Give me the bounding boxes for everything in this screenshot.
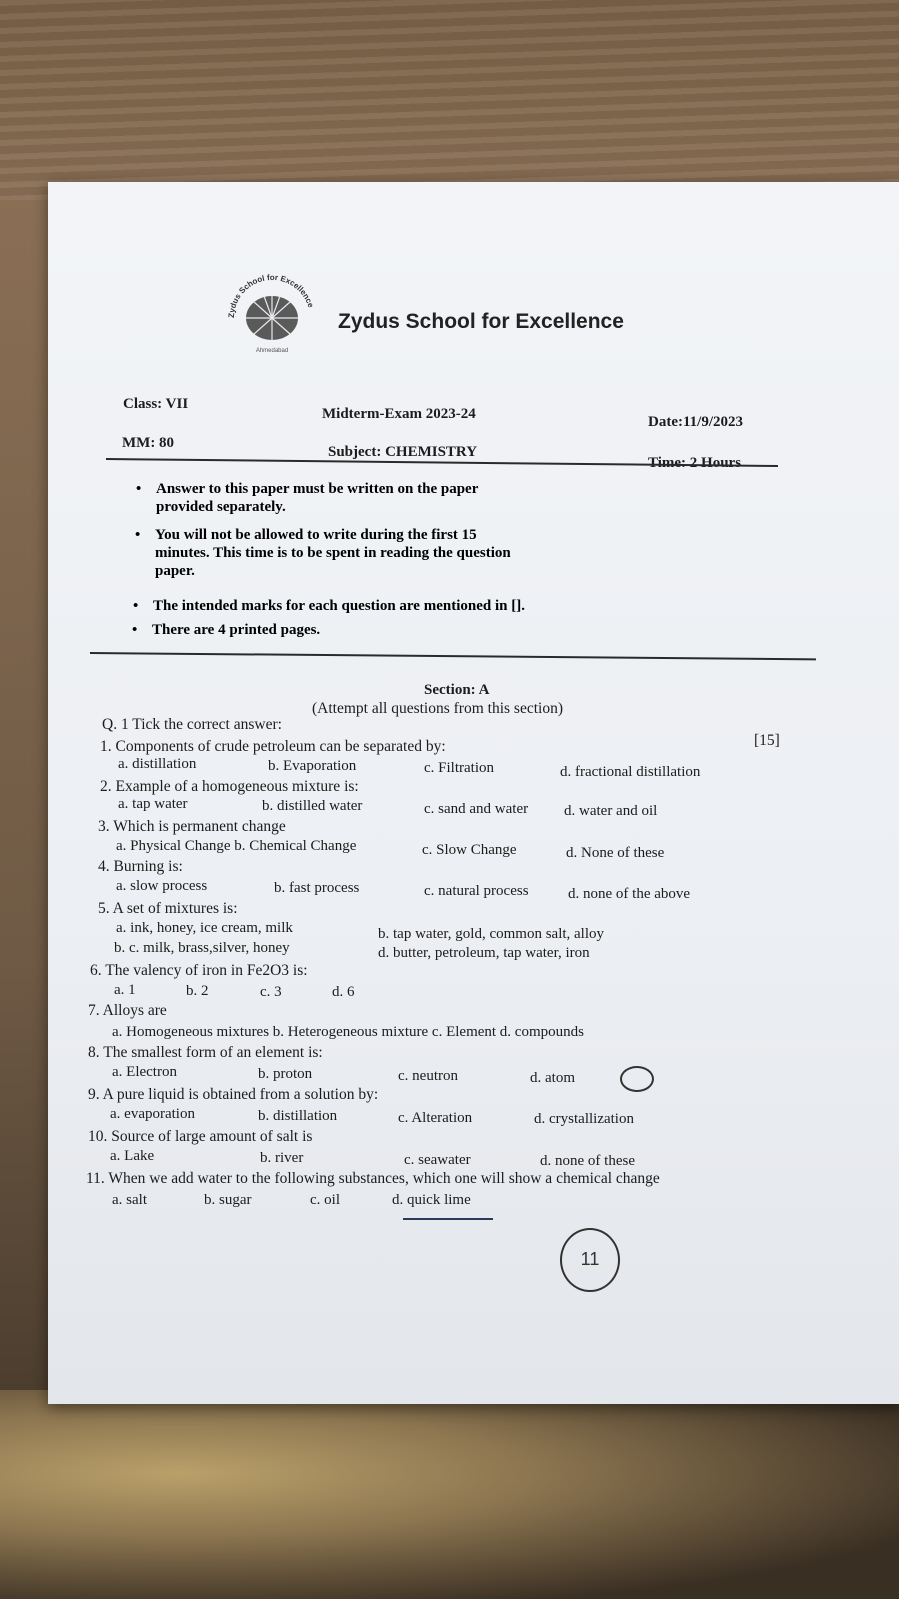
option-b[interactable]: b. fast process (274, 880, 360, 896)
question-group-label: Q. 1 Tick the correct answer: (102, 716, 282, 733)
option-c[interactable]: b. c. milk, brass,silver, honey (114, 940, 290, 956)
option-d[interactable]: d. fractional distillation (560, 764, 701, 780)
option-d[interactable]: d. quick lime (392, 1192, 471, 1208)
option-c[interactable]: c. Filtration (424, 760, 494, 776)
option-b[interactable]: b. distilled water (262, 798, 363, 814)
option-a-b[interactable]: a. Physical Change b. Chemical Change (116, 838, 357, 854)
option-c[interactable]: c. natural process (424, 883, 529, 899)
max-marks: MM: 80 (122, 435, 175, 451)
option-c[interactable]: c. neutron (398, 1068, 458, 1084)
option-c[interactable]: c. Slow Change (422, 842, 517, 858)
option-a[interactable]: a. evaporation (110, 1106, 195, 1122)
subject-label: Subject: CHEMISTRY (328, 444, 478, 460)
question-text: 11. When we add water to the following substances, which one will show a chemical change (86, 1170, 660, 1187)
option-c[interactable]: c. sand and water (424, 801, 529, 817)
option-d[interactable]: d. none of these (540, 1153, 635, 1169)
option-b[interactable]: b. distillation (258, 1108, 338, 1124)
exam-title: Midterm-Exam 2023-24 (322, 406, 476, 422)
option-d[interactable]: d. atom (530, 1070, 575, 1086)
option-a[interactable]: a. distillation (118, 756, 197, 772)
school-name: Zydus School for Excellence (338, 310, 624, 333)
option-c[interactable]: c. oil (310, 1192, 340, 1208)
option-a[interactable]: a. Lake (110, 1148, 155, 1164)
option-a[interactable]: a. 1 (114, 982, 136, 998)
option-c[interactable]: c. seawater (404, 1152, 471, 1168)
option-b[interactable]: b. Evaporation (268, 758, 357, 774)
option-b[interactable]: b. proton (258, 1066, 313, 1082)
wooden-table-background (0, 0, 899, 200)
question-text: 1. Components of crude petroleum can be separated by: (100, 738, 446, 755)
option-b[interactable]: b. 2 (186, 983, 209, 999)
option-d[interactable]: d. water and oil (564, 803, 658, 819)
question-text: 6. The valency of iron in Fe2O3 is: (90, 962, 308, 979)
option-d[interactable]: d. None of these (566, 845, 665, 861)
option-b[interactable]: b. sugar (204, 1192, 252, 1208)
option-d[interactable]: d. butter, petroleum, tap water, iron (378, 945, 590, 961)
logo-city-text: Ahmedabad (255, 348, 289, 354)
option-b[interactable]: b. tap water, gold, common salt, alloy (378, 926, 605, 942)
section-title: Section: A (424, 682, 490, 698)
option-d[interactable]: d. crystallization (534, 1111, 634, 1127)
instruction-item: • The intended marks for each question are mentioned in []. (133, 598, 525, 614)
school-logo-icon (224, 268, 320, 356)
class-label: Class: VII (123, 396, 189, 412)
option-b[interactable]: b. river (260, 1150, 304, 1166)
question-text: 4. Burning is: (98, 858, 183, 875)
exam-duration: Time: 2 Hours (648, 455, 742, 471)
handwritten-underline (403, 1218, 493, 1220)
exam-date: Date:11/9/2023 (648, 414, 743, 430)
option-c[interactable]: c. 3 (260, 984, 282, 1000)
option-a[interactable]: a. salt (112, 1192, 147, 1208)
option-a[interactable]: a. tap water (118, 796, 188, 812)
option-a[interactable]: a. ink, honey, ice cream, milk (116, 920, 293, 936)
question-text: 8. The smallest form of an element is: (88, 1044, 323, 1061)
exam-paper (48, 182, 899, 1404)
instruction-item: • Answer to this paper must be written on the paper provided separately. (136, 481, 479, 515)
fabric-background (0, 1390, 899, 1599)
instruction-item: • There are 4 printed pages. (132, 622, 321, 638)
handwritten-score: 11 (560, 1228, 620, 1292)
question-text: 7. Alloys are (88, 1002, 167, 1019)
question-text: 5. A set of mixtures is: (98, 900, 238, 917)
logo-arc-text: Zydus School for Excellence (226, 272, 316, 319)
option-d[interactable]: d. none of the above (568, 886, 691, 902)
section-subtitle: (Attempt all questions from this section) (312, 700, 563, 717)
option-c[interactable]: c. Alteration (398, 1110, 473, 1126)
question-text: 3. Which is permanent change (98, 818, 286, 835)
question-text: 10. Source of large amount of salt is (88, 1128, 313, 1145)
option-all[interactable]: a. Homogeneous mixtures b. Heterogeneous mixture c. Element d. compounds (112, 1024, 584, 1040)
question-text: 2. Example of a homogeneous mixture is: (100, 778, 359, 795)
option-a[interactable]: a. Electron (112, 1064, 177, 1080)
question-text: 9. A pure liquid is obtained from a solution by: (88, 1086, 379, 1103)
handwritten-circle-mark (620, 1066, 654, 1092)
option-d[interactable]: d. 6 (332, 984, 355, 1000)
instructions-rule (90, 652, 816, 660)
option-a[interactable]: a. slow process (116, 878, 208, 894)
section-marks: [15] (754, 732, 780, 749)
instruction-item: • You will not be allowed to write during the first 15 minutes. This time is to be spent in reading the question paper. (135, 527, 511, 579)
